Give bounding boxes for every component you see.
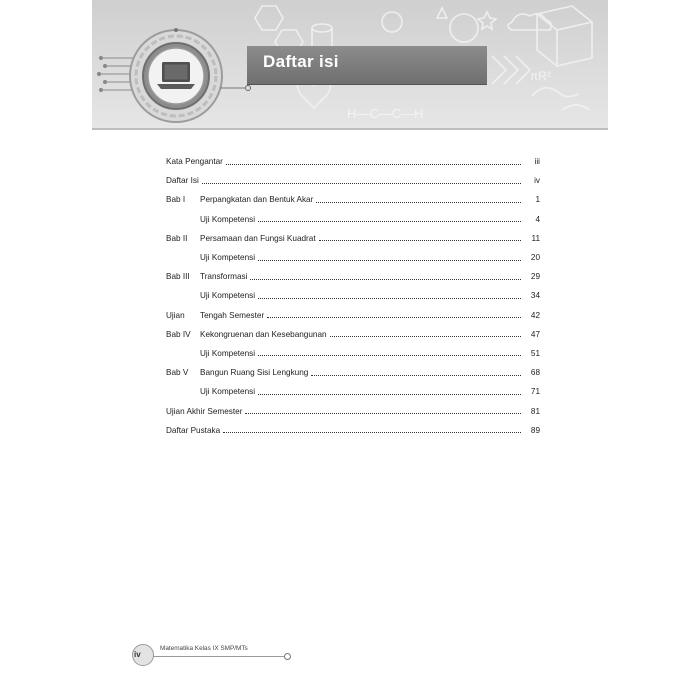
toc-row: [166, 152, 540, 171]
toc-chapter-label: Bab II: [166, 233, 188, 243]
toc-entry-title: Daftar Pustaka: [166, 425, 221, 435]
toc-entry-title: Uji Kompetensi: [200, 214, 256, 224]
dot-leader: [223, 431, 521, 433]
dot-leader: [245, 412, 521, 414]
toc-entry-title: Uji Kompetensi: [200, 253, 256, 263]
dot-leader: [258, 297, 521, 299]
toc-row: [166, 171, 540, 190]
toc-row: [166, 344, 540, 363]
toc-row: [166, 421, 540, 440]
toc-entry-title: Tengah Semester: [200, 310, 265, 320]
dot-leader: [202, 182, 521, 184]
toc-entry-title: Ujian Akhir Semester: [166, 406, 243, 416]
dot-leader: [258, 393, 521, 395]
toc-chapter-label: Bab I: [166, 195, 186, 205]
footer-rule-end-dot: [284, 653, 291, 660]
dot-leader: [258, 259, 521, 261]
toc-row: [166, 286, 540, 305]
toc-page-number: 81: [530, 406, 540, 416]
toc-entry-title: Bangun Ruang Sisi Lengkung: [200, 368, 309, 378]
toc-row: [166, 210, 540, 229]
toc-page-number: 20: [530, 253, 540, 263]
toc-page-number: 1: [535, 195, 540, 205]
dot-leader: [250, 278, 521, 280]
dot-leader: [311, 374, 521, 376]
toc-entry-title: Daftar Isi: [166, 176, 199, 186]
toc-row: [166, 229, 540, 248]
dot-leader: [258, 220, 521, 222]
toc-row: [166, 248, 540, 267]
toc-page-number: 42: [530, 310, 540, 320]
toc-page-number: 29: [530, 272, 540, 282]
footer-page-number: iv: [134, 650, 141, 659]
toc-chapter-label: Bab V: [166, 368, 189, 378]
toc-page-number: 51: [530, 348, 540, 358]
laptop-emblem-icon: [96, 18, 256, 138]
toc-chapter-label: Bab IV: [166, 329, 191, 339]
toc-row: [166, 190, 540, 209]
toc-entry-title: Persamaan dan Fungsi Kuadrat: [200, 233, 316, 243]
toc-entry-title: Uji Kompetensi: [200, 348, 256, 358]
toc-page-number: 4: [535, 214, 540, 224]
dot-leader: [319, 239, 521, 241]
doodle-formula-text: H—C—C—H: [347, 106, 424, 121]
toc-row: [166, 325, 540, 344]
toc-row: [166, 401, 540, 420]
footer-rule: [150, 656, 286, 657]
toc-page-number: 47: [530, 329, 540, 339]
toc-entry-title: Kata Pengantar: [166, 157, 223, 167]
dot-leader: [316, 201, 521, 203]
toc-page-number: 11: [531, 233, 540, 243]
toc-chapter-label: Bab III: [166, 272, 190, 282]
page-title: Daftar isi: [263, 52, 339, 71]
toc-row: [166, 306, 540, 325]
toc-page-number: 89: [530, 425, 540, 435]
toc-entry-title: Transformasi: [200, 272, 248, 282]
toc-page-number: iii: [534, 157, 540, 167]
toc-page-number: iv: [534, 176, 540, 186]
doodle-formula-text: πR²: [530, 69, 551, 83]
toc-row: [166, 363, 540, 382]
toc-page-number: 34: [530, 291, 540, 301]
footer-book-title: Matematika Kelas IX SMP/MTs: [160, 645, 248, 652]
dot-leader: [267, 316, 521, 318]
toc-entry-title: Uji Kompetensi: [200, 387, 256, 397]
toc-entry-title: Perpangkatan dan Bentuk Akar: [200, 195, 314, 205]
toc-page-number: 71: [530, 387, 540, 397]
dot-leader: [226, 163, 521, 165]
toc-entry-title: Kekongruenan dan Kesebangunan: [200, 329, 327, 339]
dot-leader: [258, 354, 521, 356]
toc-page-number: 68: [530, 368, 540, 378]
toc-chapter-label: Ujian: [166, 310, 185, 320]
toc-entry-title: Uji Kompetensi: [200, 291, 256, 301]
toc-row: [166, 267, 540, 286]
table-of-contents: [166, 152, 540, 440]
toc-row: [166, 382, 540, 401]
dot-leader: [330, 335, 521, 337]
